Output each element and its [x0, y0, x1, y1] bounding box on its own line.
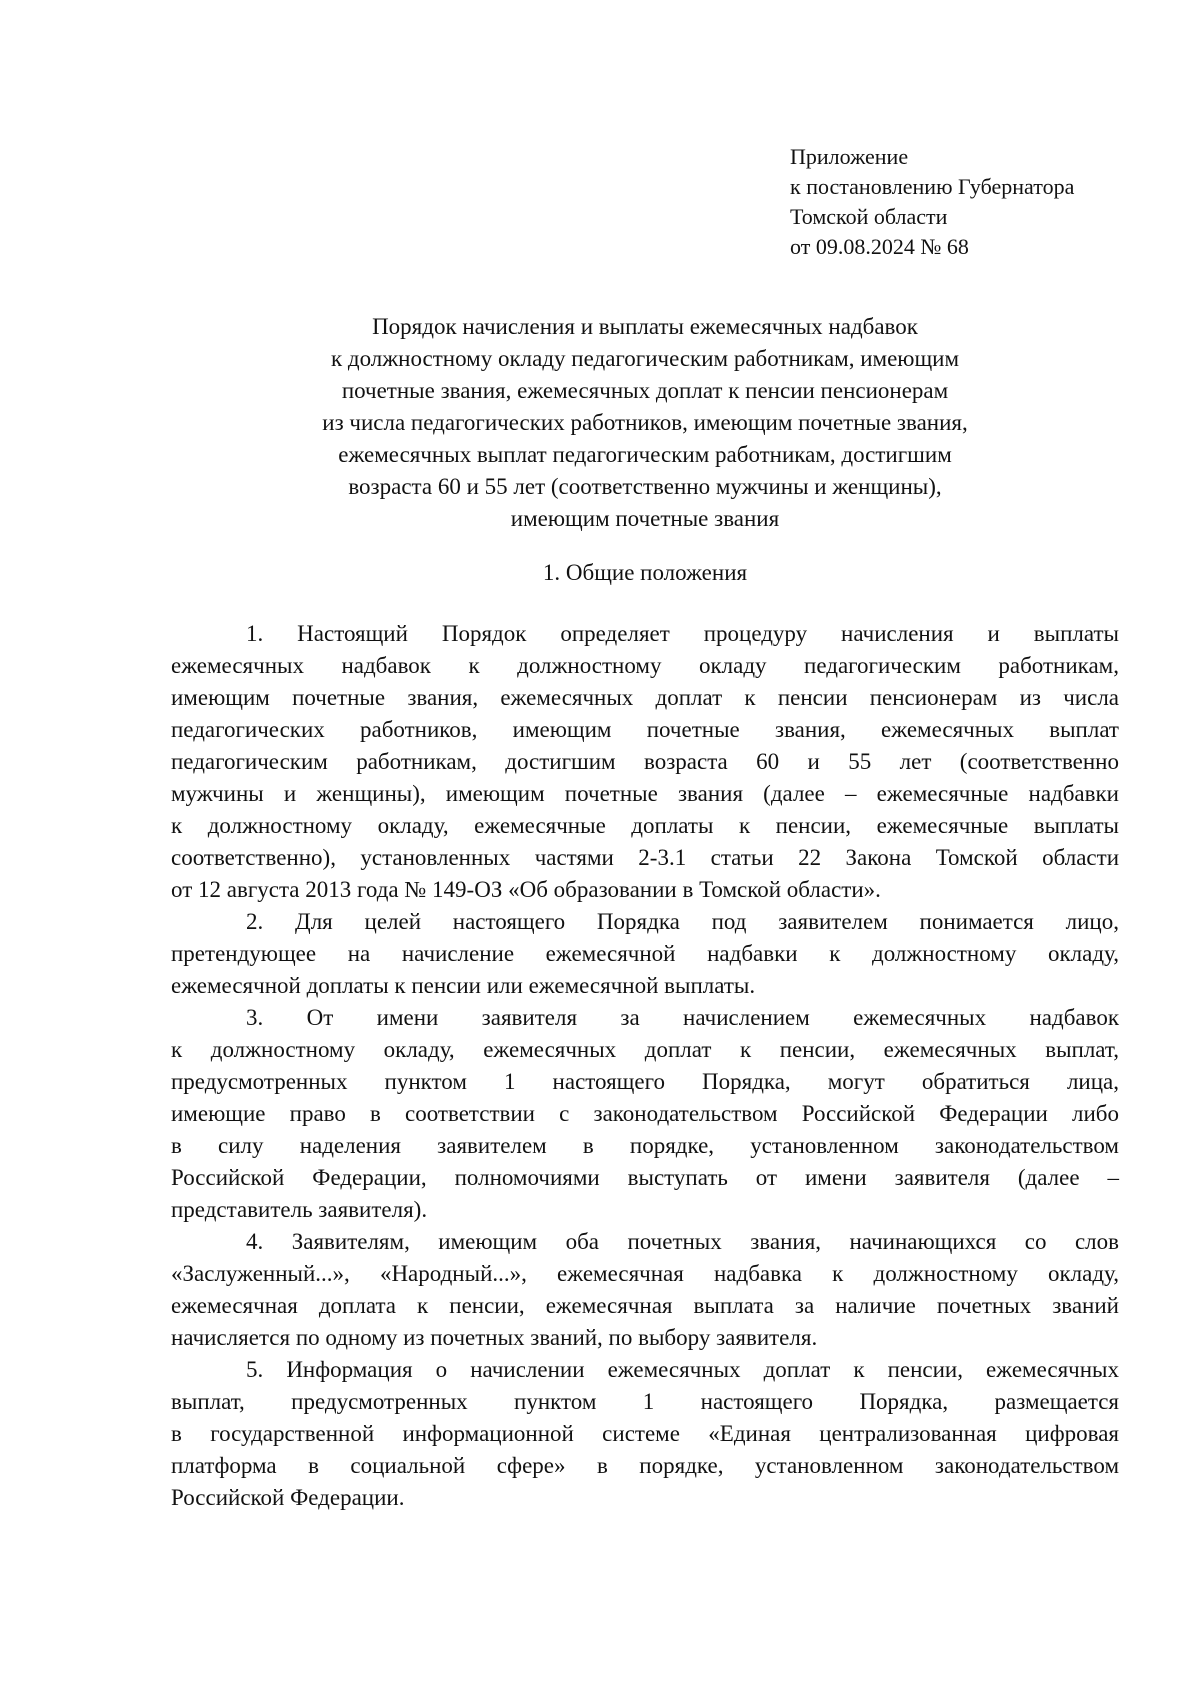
paragraph-3	[171, 1002, 1119, 1226]
text-line: 4. Заявителям, имеющим оба почетных звания, начинающихся со слов	[246, 1229, 1119, 1254]
text-line: ежемесячной доплаты к пенсии или ежемесячной выплаты.	[171, 973, 756, 998]
text-line: ежемесячных надбавок к должностному окладу педагогическим работникам,	[171, 653, 1119, 678]
text-line: ежемесячная доплата к пенсии, ежемесячная выплата за наличие почетных званий	[171, 1293, 1119, 1318]
paragraph-5	[171, 1354, 1119, 1514]
text-line: педагогическим работникам, достигшим возраста 60 и 55 лет (соответственно	[171, 749, 1119, 774]
appendix-line: от 09.08.2024 № 68	[790, 234, 969, 259]
text-line: 1. Настоящий Порядок определяет процедуру начисления и выплаты	[246, 621, 1119, 646]
text-line: предусмотренных пунктом 1 настоящего Порядка, могут обратиться лица,	[171, 1069, 1119, 1094]
text-line: к должностному окладу, ежемесячные доплаты к пенсии, ежемесячные выплаты	[171, 813, 1119, 838]
appendix-line: Приложение	[790, 144, 909, 169]
title-line: почетные звания, ежемесячных доплат к пенсии пенсионерам	[341, 378, 949, 403]
text-line: к должностному окладу, ежемесячных доплат к пенсии, ежемесячных выплат,	[171, 1037, 1119, 1062]
title-line: к должностному окладу педагогическим работникам, имеющим	[330, 346, 960, 371]
text-line: платформа в социальной сфере» в порядке, установленном законодательством	[171, 1453, 1119, 1478]
text-line: 3. От имени заявителя за начислением ежемесячных надбавок	[246, 1005, 1119, 1030]
title-line: имеющим почетные звания	[510, 506, 780, 531]
appendix-line: к постановлению Губернатора	[790, 174, 1075, 199]
paragraph-2	[171, 906, 1119, 1002]
appendix-block	[790, 142, 1130, 262]
text-line: представитель заявителя).	[171, 1197, 428, 1222]
text-line: претендующее на начисление ежемесячной надбавки к должностному окладу,	[171, 941, 1119, 966]
text-line: имеющие право в соответствии с законодательством Российской Федерации либо	[171, 1101, 1119, 1126]
text-line: Российской Федерации, полномочиями выступать от имени заявителя (далее –	[171, 1165, 1119, 1190]
text-line: имеющим почетные звания, ежемесячных доплат к пенсии пенсионерам из числа	[171, 685, 1119, 710]
paragraph-1	[171, 618, 1119, 906]
text-line: педагогических работников, имеющим почетные звания, ежемесячных выплат	[171, 717, 1119, 742]
text-line: 5. Информация о начислении ежемесячных доплат к пенсии, ежемесячных	[246, 1357, 1119, 1382]
text-line: Российской Федерации.	[171, 1485, 405, 1510]
text-line: начисляется по одному из почетных званий, по выбору заявителя.	[171, 1325, 818, 1350]
text-line: мужчины и женщины), имеющим почетные звания (далее – ежемесячные надбавки	[171, 781, 1119, 806]
text-line: от 12 августа 2013 года № 149-ОЗ «Об образовании в Томской области».	[171, 877, 881, 902]
text-line: выплат, предусмотренных пунктом 1 настоящего Порядка, размещается	[171, 1389, 1119, 1414]
appendix-line: Томской области	[790, 204, 948, 229]
text-line: в государственной информационной системе «Единая централизованная цифровая	[171, 1421, 1119, 1446]
paragraph-4	[171, 1226, 1119, 1354]
text-line: 2. Для целей настоящего Порядка под заявителем понимается лицо,	[246, 909, 1119, 934]
title-line: ежемесячных выплат педагогическим работникам, достигшим	[338, 442, 952, 467]
title-line: возраста 60 и 55 лет (соответственно мужчины и женщины),	[348, 474, 942, 499]
text-line: соответственно), установленных частями 2-3.1 статьи 22 Закона Томской области	[171, 845, 1119, 870]
title-line: Порядок начисления и выплаты ежемесячных надбавок	[372, 314, 918, 339]
document-title	[170, 311, 1120, 535]
text-line: «Заслуженный...», «Народный...», ежемесячная надбавка к должностному окладу,	[171, 1261, 1119, 1286]
section-heading: 1. Общие положения	[542, 560, 748, 585]
title-line: из числа педагогических работников, имеющим почетные звания,	[322, 410, 968, 435]
text-line: в силу наделения заявителем в порядке, установленном законодательством	[171, 1133, 1119, 1158]
document-body	[171, 618, 1119, 1514]
